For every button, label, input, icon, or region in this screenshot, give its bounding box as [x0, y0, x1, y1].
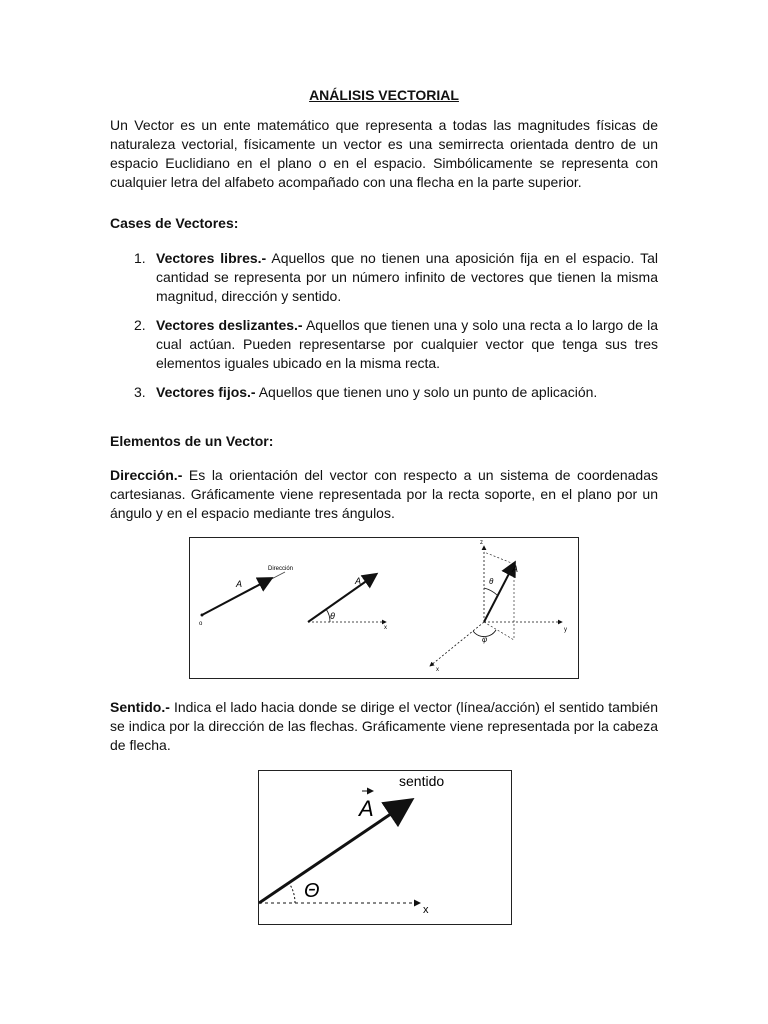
direccion-figure — [189, 537, 579, 679]
x-label-plane: x — [384, 625, 387, 631]
y-label: y — [564, 627, 567, 633]
class-item-term: Vectores deslizantes.- — [156, 317, 303, 333]
theta-label: Θ — [304, 880, 320, 902]
phi-label: φ — [482, 635, 488, 644]
class-item-term: Vectores fijos.- — [156, 384, 256, 400]
document-title: ANÁLISIS VECTORIAL — [309, 87, 459, 103]
vector-label: A — [236, 579, 243, 589]
vector-arrow-3d — [484, 564, 514, 622]
theta-label: θ — [330, 611, 335, 621]
class-item-text: Aquellos que tienen uno y solo un punto de aplicación. — [255, 384, 598, 400]
sentido-figure — [258, 770, 512, 925]
projection-line — [484, 552, 514, 564]
direccion-label: Dirección — [268, 566, 294, 572]
class-item-number: 1. — [134, 250, 146, 266]
origin-point — [201, 614, 204, 617]
origin-label: o — [199, 621, 203, 627]
direccion-figure-svg — [190, 538, 578, 678]
direccion-paragraph — [110, 466, 658, 523]
projection-line — [484, 622, 514, 640]
elements-heading: Elementos de un Vector: — [110, 433, 274, 449]
sentido-term: Sentido.- — [110, 699, 170, 715]
sentido-paragraph — [110, 698, 658, 755]
vector-label: A — [359, 796, 374, 821]
class-item-term: Vectores libres.- — [156, 250, 267, 266]
theta-arc — [289, 883, 295, 903]
class-item-text: Aquellos que tienen una y solo una recta a lo largo de la cual actúan. Pueden representarse por cualquier vector que tenga sus tres elementos iguales ubicado en la misma recta. — [156, 317, 658, 371]
x-axis-3d — [430, 622, 484, 666]
z-label: z — [480, 540, 483, 546]
direccion-term: Dirección.- — [110, 467, 183, 483]
vector-label-plane: A — [355, 576, 362, 586]
sentido-text: Indica el lado hacia donde se dirige el vector (línea/acción) el sentido también se indica por la dirección de las flechas. Gráficamente viene representada por la cabeza de flecha. — [110, 699, 658, 753]
theta-label-3d: θ — [489, 577, 494, 586]
class-item-number: 3. — [134, 384, 146, 400]
classes-heading: Cases de Vectores: — [110, 215, 239, 231]
class-item-number: 2. — [134, 317, 146, 333]
vector-label-3d: A — [512, 564, 519, 574]
direccion-text: Es la orientación del vector con respecto a un sistema de coordenadas cartesianas. Gráficamente viene representada por la recta soporte, en el plano por un ángulo y en el espacio mediante tres ángulos. — [110, 467, 658, 521]
sentido-vector-arrow — [259, 803, 407, 903]
sentido-label: sentido — [399, 773, 445, 789]
x-label: x — [423, 904, 429, 916]
x-label-3d: x — [436, 667, 439, 673]
vector-arrow-plane — [308, 575, 375, 622]
theta-arc-3d — [484, 588, 497, 595]
sentido-figure-svg — [259, 771, 511, 924]
intro-paragraph: Un Vector es un ente matemático que representa a todas las magnitudes físicas de naturaleza vectorial, físicamente un vector es una semirrecta orientada dentro de un espacio Euclidiano en el plano o en el espacio. Simbólicamente se representa con cualquier letra del alfabeto acompañado con una flecha en la parte superior. — [110, 117, 658, 190]
class-item-text: Aquellos que no tienen una aposición fija en el espacio. Tal cantidad se representa por un número infinito de vectores que tienen la misma magnitud, dirección y sentido. — [156, 250, 658, 304]
